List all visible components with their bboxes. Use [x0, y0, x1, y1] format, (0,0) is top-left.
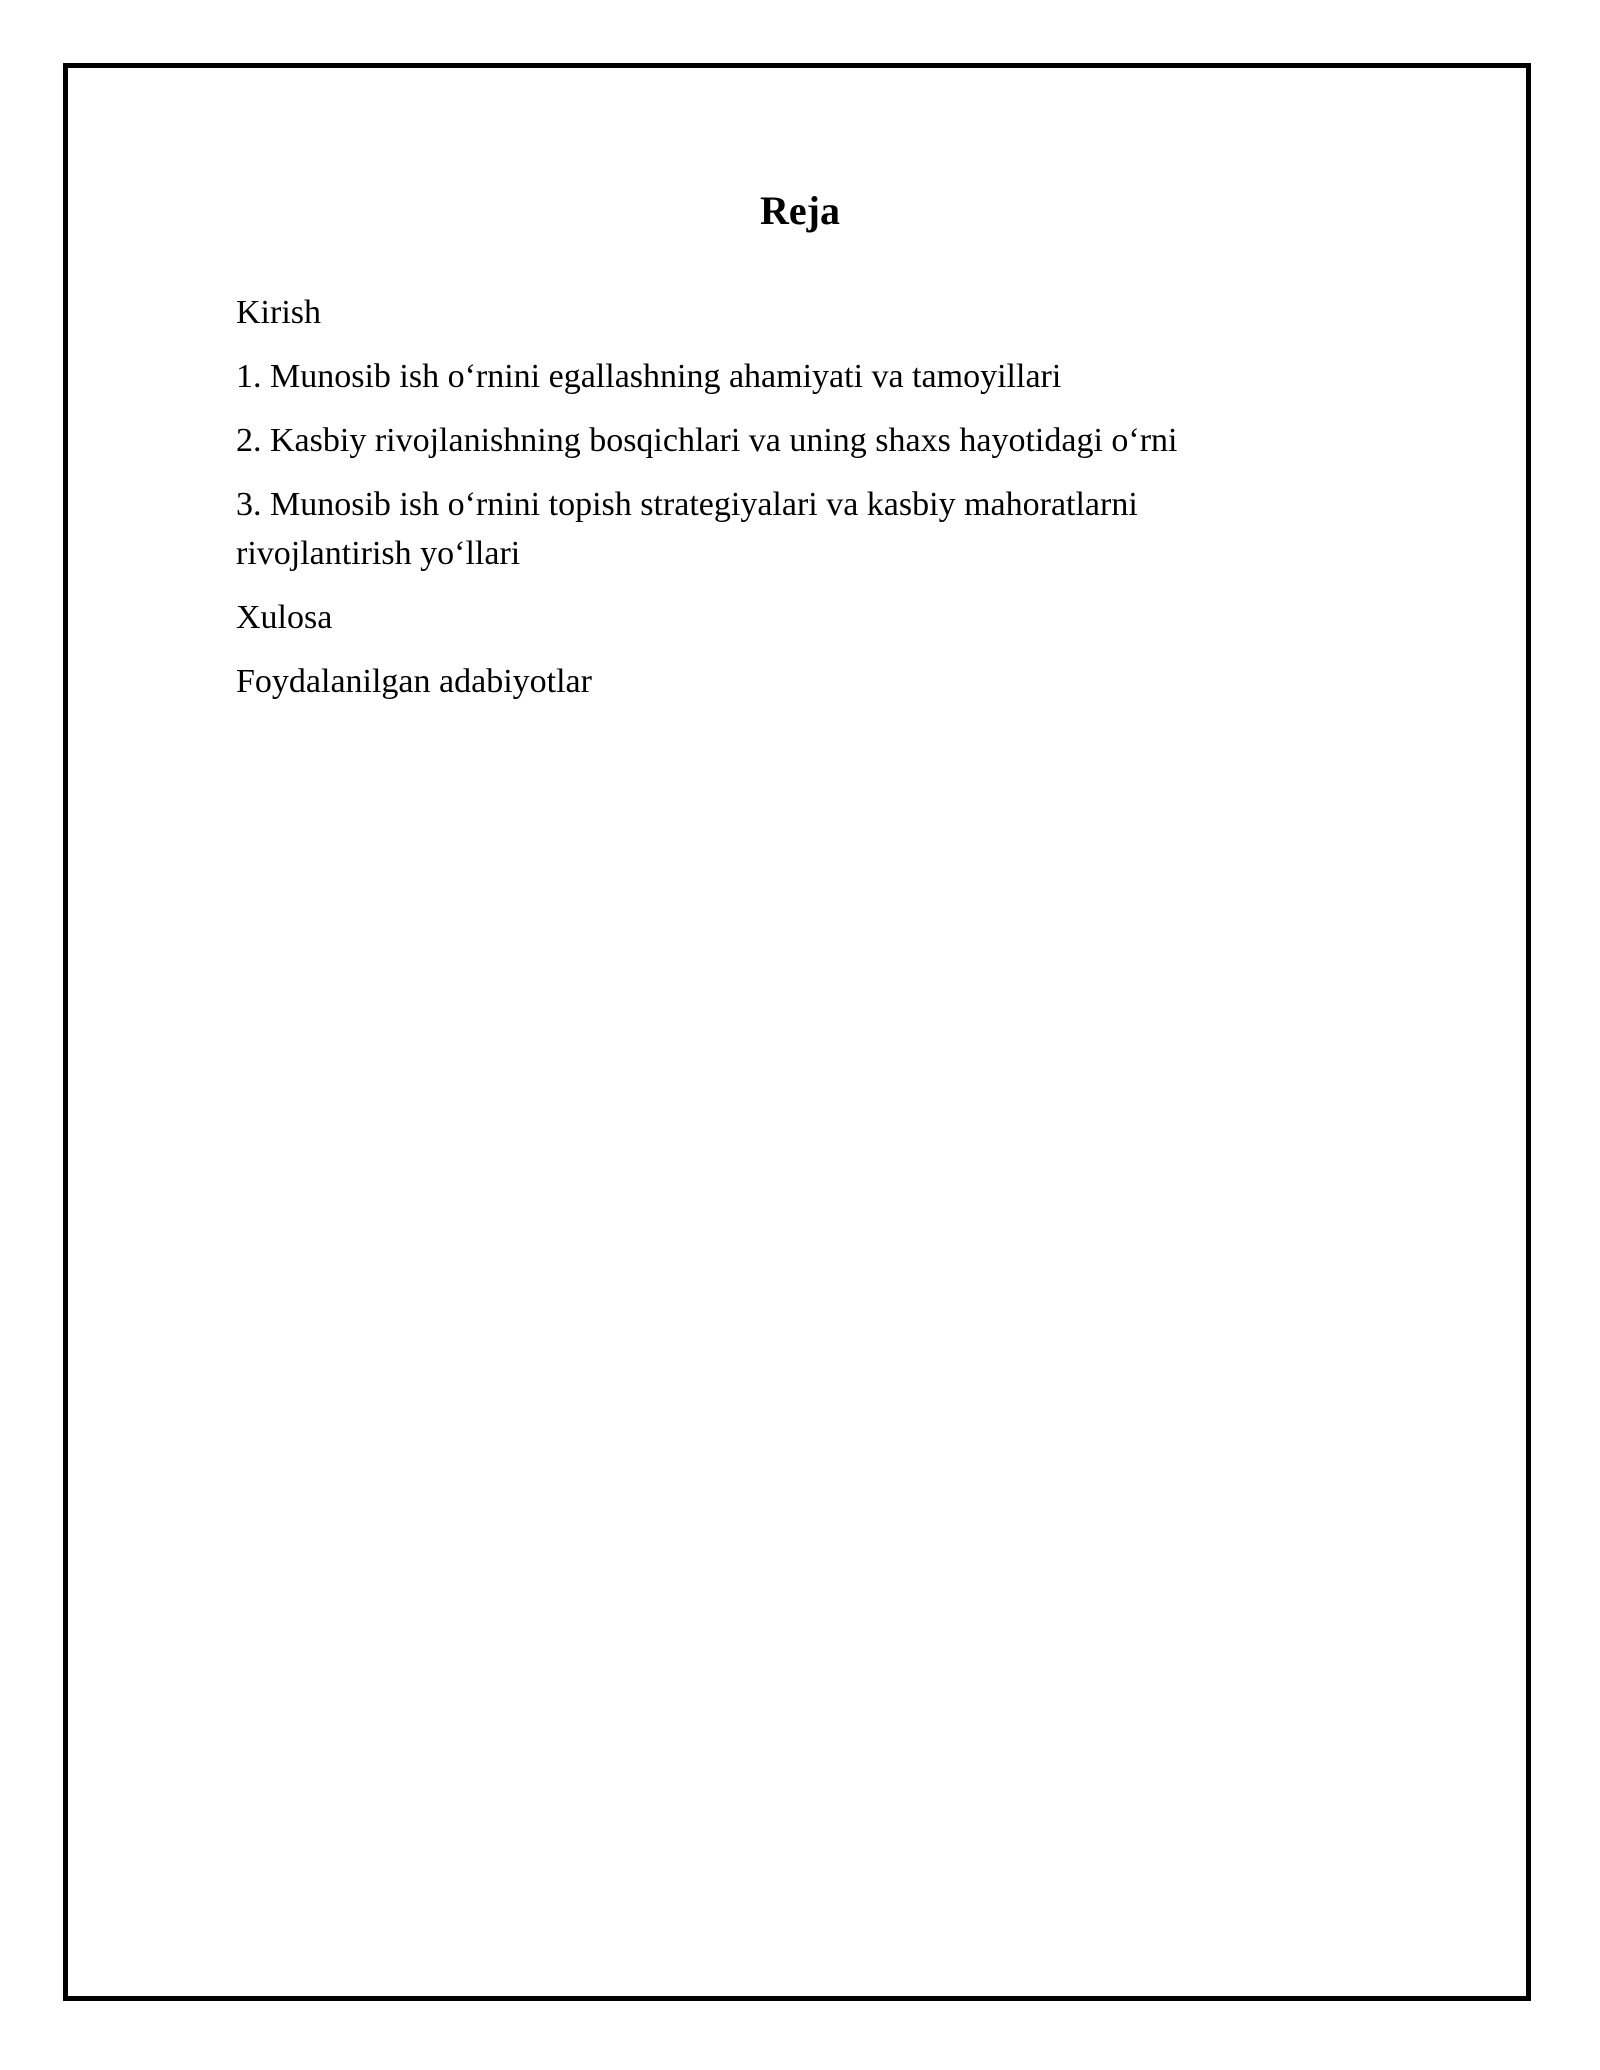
plan-item-1: 1. Munosib ish o‘rnini egallashning ahamiyati va tamoyillari	[236, 358, 1062, 395]
plan-item-conclusion: Xulosa	[236, 599, 333, 636]
plan-item-3: 3. Munosib ish o‘rnini topish strategiyalari va kasbiy mahoratlarni rivojlantirish yo‘llari	[236, 486, 1138, 572]
plan-item-introduction: Kirish	[236, 294, 321, 331]
plan-list	[236, 288, 1296, 721]
page-title: Reja	[760, 188, 840, 233]
plan-item-references: Foydalanilgan adabiyotlar	[236, 663, 592, 700]
plan-item-2: 2. Kasbiy rivojlanishning bosqichlari va uning shaxs hayotidagi o‘rni	[236, 422, 1178, 459]
